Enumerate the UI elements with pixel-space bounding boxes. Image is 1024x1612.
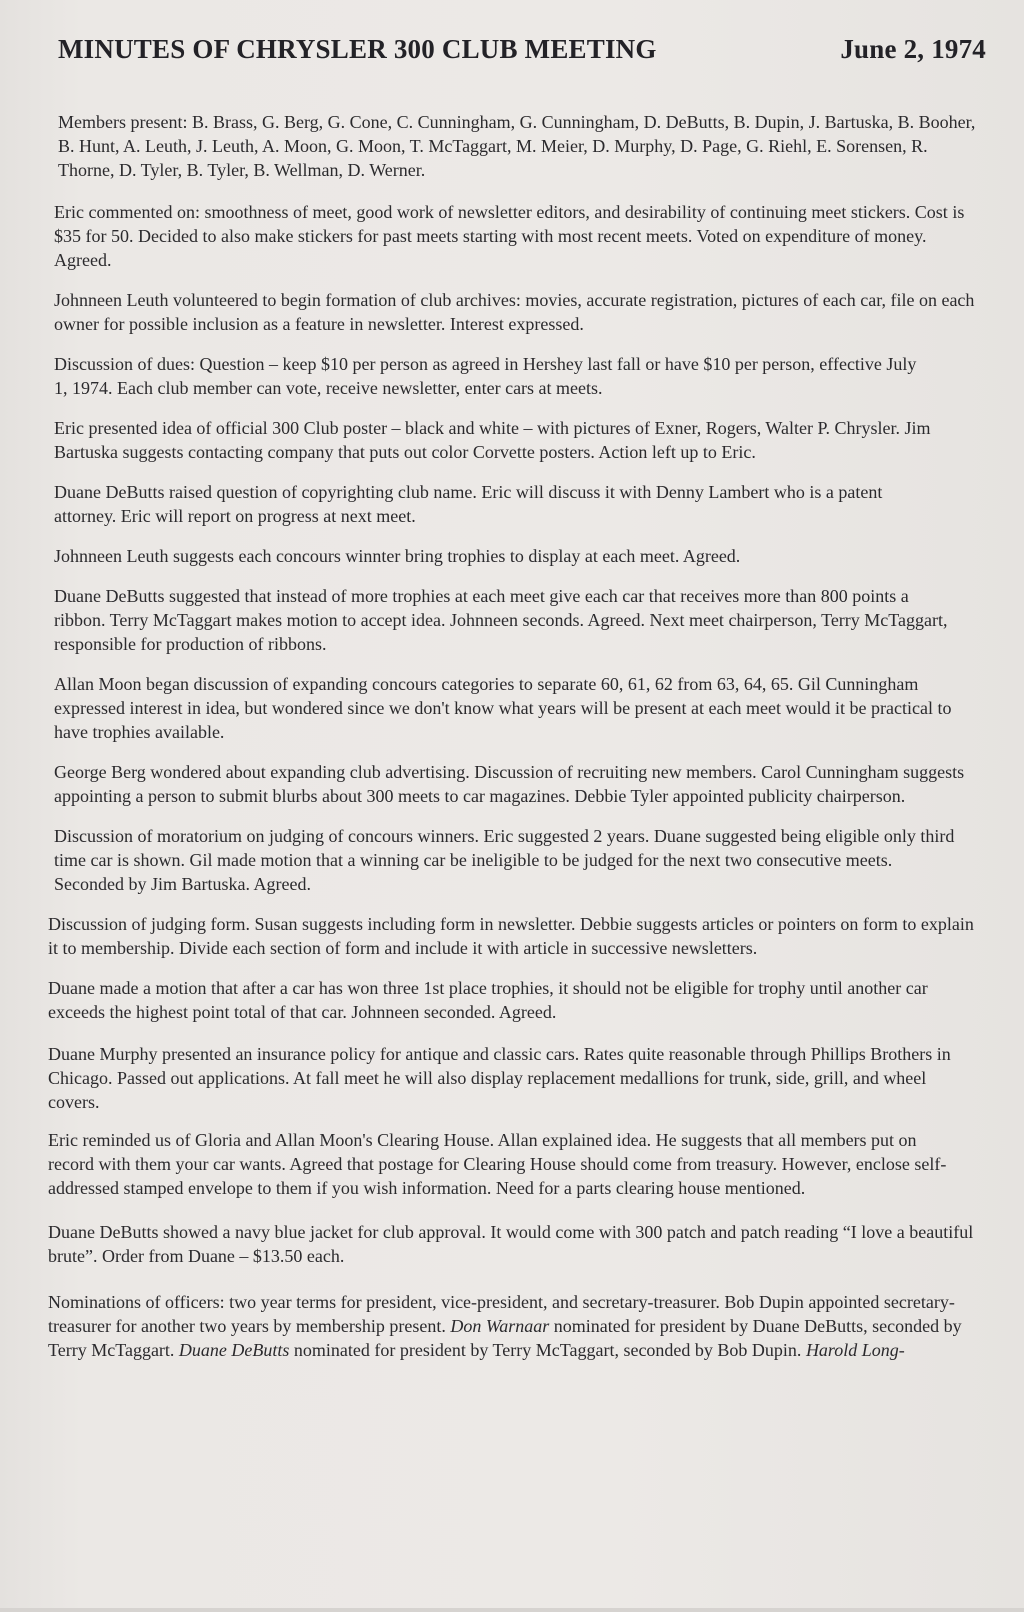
paragraph-advertising: George Berg wondered about expanding club advertising. Discussion of recruiting new members. Carol Cunningham suggests appointing a person to submit blurbs about 300 meets to car magazines. Debbie Tyler appointed publicity chairperson. [54,762,965,806]
paragraph-nominations [48,1290,968,1362]
minutes-body [48,110,984,1362]
paragraph-moratorium: Discussion of moratorium on judging of concours winners. Eric suggested 2 years. Duane suggested being eligible only third time car is shown. Gil made motion that a winning car be ineligible to be judged for the next two consecutive meets. Seconded by Jim Bartuska. Agreed. [54,826,955,894]
nominee-name-3: Harold Long- [805,1340,905,1360]
nominee-name-2: Duane DeButts [178,1340,290,1360]
paragraph-ribbons: Duane DeButts suggested that instead of more trophies at each meet give each car that receives more than 800 points a ribbon. Terry McTaggart makes motion to accept idea. Johnneen seconds. Agreed. Next meet chairperson, Terry McTaggart, responsible for production of ribbons. [54,586,948,654]
nominations-text-2: nominated for president by Duane DeButts, seconded by Terry McTaggart. [48,1316,962,1360]
paragraph-insurance: Duane Murphy presented an insurance policy for antique and classic cars. Rates quite reasonable through Phillips Brothers in Chicago. Passed out applications. At fall meet he will also display replacement medallions for trunk, side, grill, and wheel covers. [48,1044,951,1112]
paragraph-members-present: Members present: B. Brass, G. Berg, G. Cone, C. Cunningham, G. Cunningham, D. DeButts, B. Dupin, J. Bartuska, B. Booher, B. Hunt, A. Leuth, J. Leuth, A. Moon, G. Moon, T. McTaggart, M. Meier, D. Murphy, D. Page, G. Riehl, E. Sorensen, R. Thorne, D. Tyler, B. Tyler, B. Wellman, D. Werner. [58,112,976,180]
document-header [58,34,986,74]
paragraph-concours-categories: Allan Moon began discussion of expanding concours categories to separate 60, 61, 62 from 63, 64, 65. Gil Cunningham expressed interest in idea, but wondered since we don't know what years will be present at each meet would it be practical to have trophies available. [54,674,952,742]
nominations-text-1: Nominations of officers: two year terms for president, vice-president, and secretary-treasurer. Bob Dupin appointed secretary-treasurer for another two years by membership present. [48,1292,955,1336]
page-bottom-edge [0,1608,1024,1612]
paragraph-clearing-house: Eric reminded us of Gloria and Allan Moon's Clearing House. Allan explained idea. He suggests that all members put on record with them your car wants. Agreed that postage for Clearing House should come from treasury. However, enclose self-addressed stamped envelope to them if you wish information. Need for a parts clearing house mentioned. [48,1130,947,1198]
paragraph-trophy-display: Johnneen Leuth suggests each concours winnter bring trophies to display at each meet. Agreed. [54,546,741,566]
nominee-name-1: Don Warnaar [450,1316,550,1336]
paragraph-dues: Discussion of dues: Question – keep $10 per person as agreed in Hershey last fall or have $10 per person, effective July 1, 1974. Each club member can vote, receive newsletter, enter cars at meets. [54,354,917,398]
nominations-text-3: nominated for president by Terry McTaggart, seconded by Bob Dupin. [289,1340,806,1360]
paragraph-eric-stickers: Eric commented on: smoothness of meet, good work of newsletter editors, and desirability of continuing meet stickers. Cost is $35 for 50. Decided to also make stickers for past meets starting with most recent meets. Voted on expenditure of money. Agreed. [54,202,965,270]
page-title: MINUTES OF CHRYSLER 300 CLUB MEETING [58,34,657,64]
meeting-date: June 2, 1974 [840,34,986,64]
paragraph-jacket: Duane DeButts showed a navy blue jacket for club approval. It would come with 300 patch and patch reading “I love a beautiful brute”. Order from Duane – $13.50 each. [48,1222,974,1266]
paragraph-judging-form: Discussion of judging form. Susan suggests including form in newsletter. Debbie suggests articles or pointers on form to explain it to membership. Divide each section of form and include it with article in successive newsletters. [48,914,974,958]
paragraph-copyright: Duane DeButts raised question of copyrighting club name. Eric will discuss it with Denny Lambert who is a patent attorney. Eric will report on progress at next meet. [54,482,883,526]
paragraph-trophy-eligibility: Duane made a motion that after a car has won three 1st place trophies, it should not be eligible for trophy until another car exceeds the highest point total of that car. Johnneen seconded. Agreed. [48,978,928,1022]
paragraph-poster: Eric presented idea of official 300 Club poster – black and white – with pictures of Exner, Rogers, Walter P. Chrysler. Jim Bartuska suggests contacting company that puts out color Corvette posters. Action left up to Eric. [54,418,931,462]
paragraph-club-archives: Johnneen Leuth volunteered to begin formation of club archives: movies, accurate registration, pictures of each car, file on each owner for possible inclusion as a feature in newsletter. Interest expressed. [54,290,975,334]
